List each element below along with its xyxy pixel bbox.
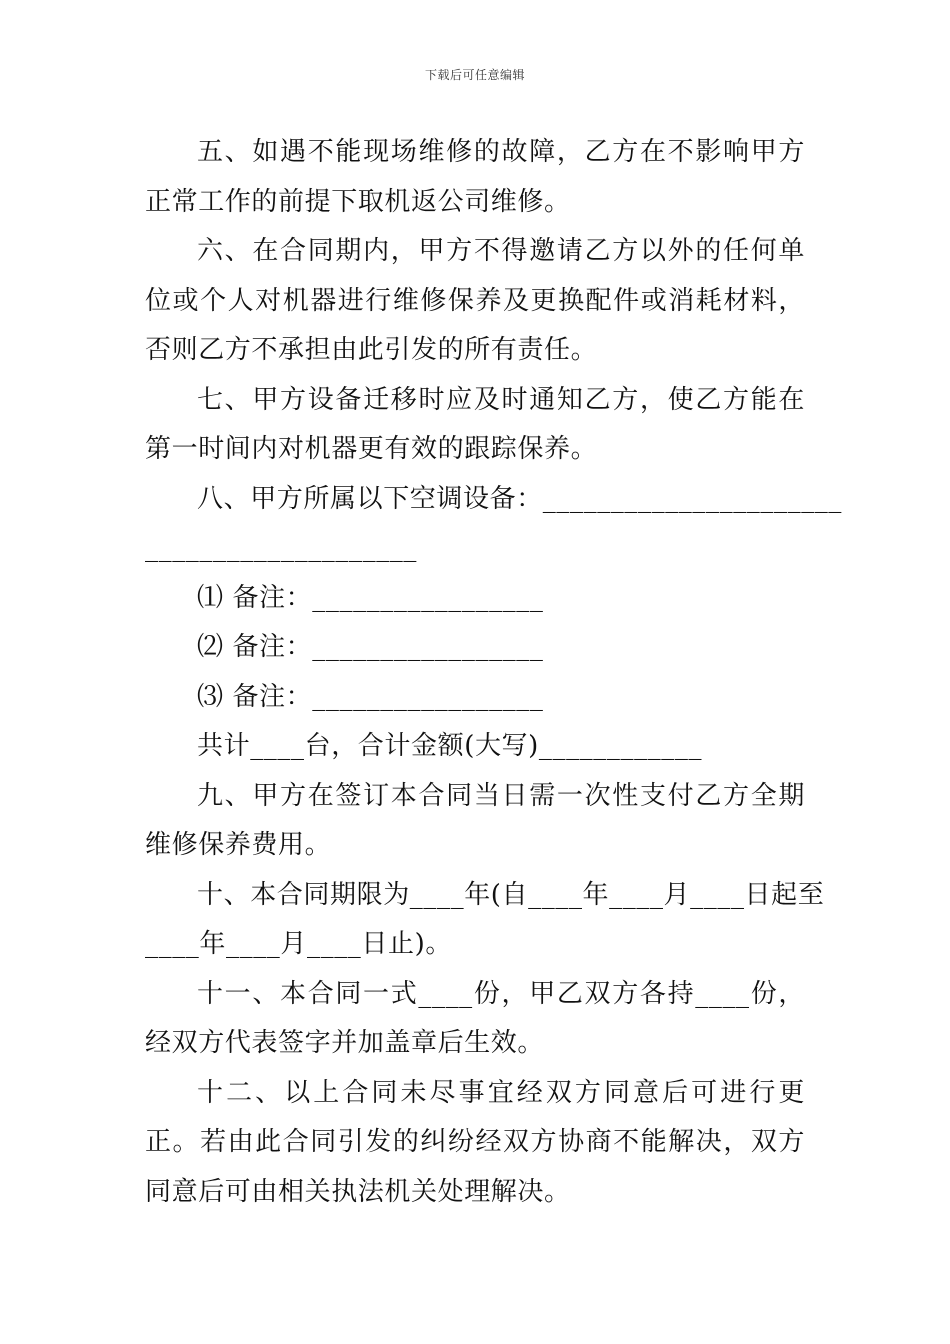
clause-10-line-2: ____年____月____日止)。 <box>145 929 452 959</box>
page-header: 下载后可任意编辑 <box>424 68 525 82</box>
total-line: 共计____台，合计金额(大写)____________ <box>197 731 703 761</box>
clause-8-line-1: 八、甲方所属以下空调设备：______________________ <box>197 483 843 514</box>
clause-5: 五、如遇不能现场维修的故障，乙方在不影响甲方正常工作的前提下取机返公司维修。 <box>145 137 805 217</box>
contract-body <box>145 128 843 1217</box>
note-2: ⑵ 备注：_________________ <box>197 632 544 662</box>
clause-7: 七、甲方设备迁移时应及时通知乙方，使乙方能在第一时间内对机器更有效的跟踪保养。 <box>145 384 805 464</box>
note-3: ⑶ 备注：_________________ <box>197 681 544 712</box>
clause-8-line-2: ____________________ <box>145 533 417 563</box>
clause-9: 九、甲方在签订本合同当日需一次性支付乙方全期维修保养费用。 <box>145 780 805 860</box>
clause-10-line-1: 十、本合同期限为____年(自____年____月____日起至 <box>197 879 825 910</box>
clause-11: 十一、本合同一式____份，甲乙双方各持____份，经双方代表签字并加盖章后生效。 <box>145 978 805 1058</box>
note-1: ⑴ 备注：_________________ <box>197 582 544 613</box>
clause-6: 六、在合同期内，甲方不得邀请乙方以外的任何单位或个人对机器进行维修保养及更换配件或消耗材料，否则乙方不承担由此引发的所有责任。 <box>145 236 805 365</box>
clause-12: 十二、以上合同未尽事宜经双方同意后可进行更正。若由此合同引发的纠纷经双方协商不能解决，双方同意后可由相关执法机关处理解决。 <box>145 1077 805 1207</box>
